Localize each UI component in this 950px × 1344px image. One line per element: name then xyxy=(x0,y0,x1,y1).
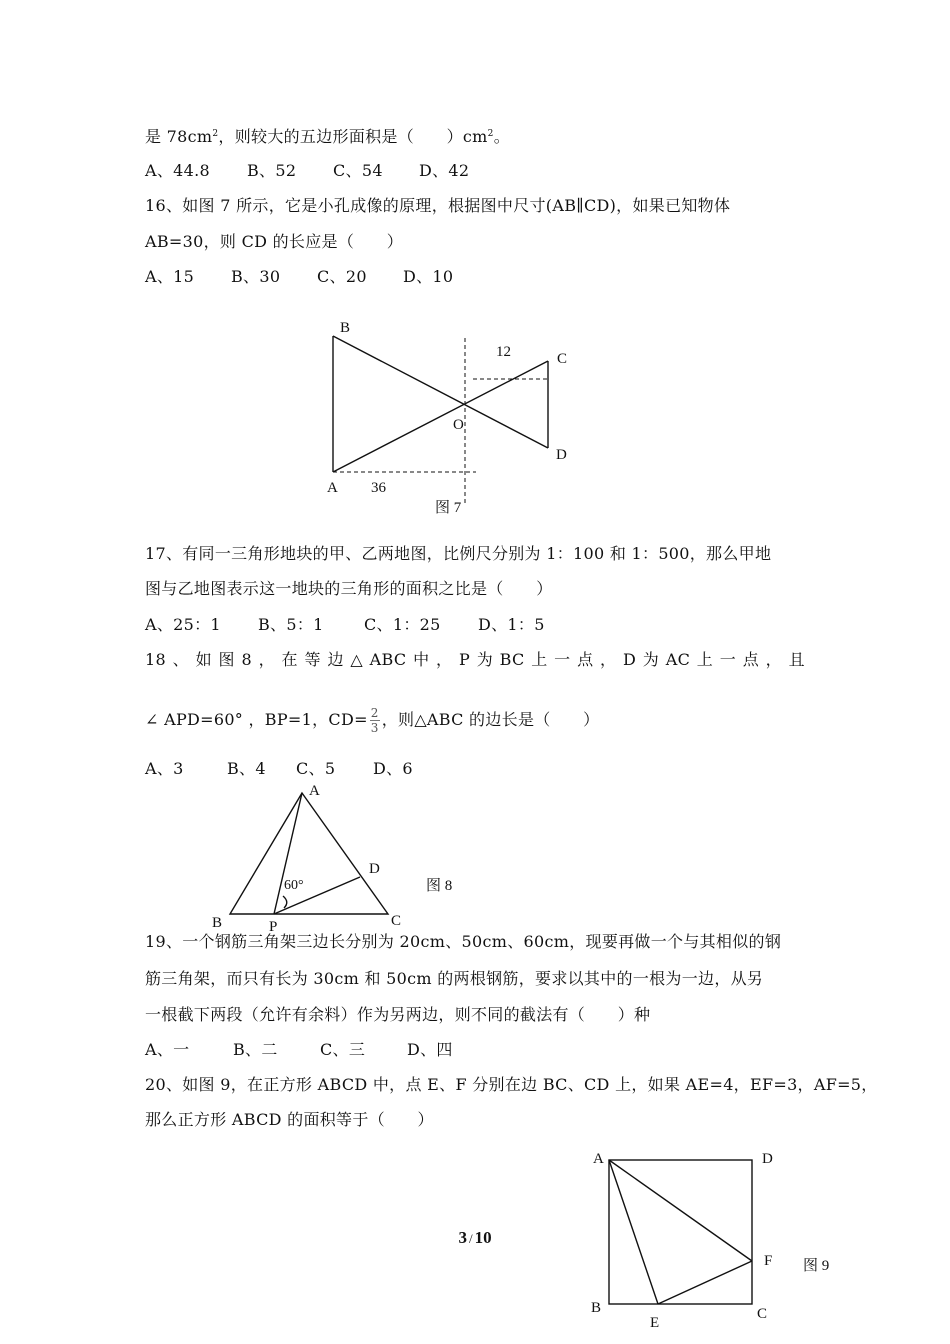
page-number xyxy=(0,1228,950,1248)
fig9-segment-ef xyxy=(658,1261,752,1304)
q18-line1-token: ABC xyxy=(369,650,407,669)
q18-line1-token: 中 xyxy=(413,650,430,669)
q20-line1: 20、如图 9，在正方形 ABCD 中，点 E、F 分别在边 BC、CD 上，如果 AE=4，EF=3，AF=5， xyxy=(145,1075,878,1094)
q18-line1-token: 上 xyxy=(696,650,714,669)
q18-line1-token: ， xyxy=(436,650,453,669)
fig7-label-b: B xyxy=(340,320,351,336)
q19-options xyxy=(145,1039,453,1061)
q17-option-d: D、1：5 xyxy=(478,615,545,634)
q19-line3: 一根截下两段（允许有余料）作为另两边，则不同的截法有（ ）种 xyxy=(145,1005,651,1024)
q18-line1-token: 点 xyxy=(577,650,594,669)
q18-line1-token: ， xyxy=(258,650,275,669)
q18-line1-token: △ xyxy=(350,650,364,669)
q15-option-c: C、54 xyxy=(333,161,383,180)
q15-option-d: D、42 xyxy=(419,161,470,180)
q16-line1: 16、如图 7 所示，它是小孔成像的原理，根据图中尺寸(AB∥CD)，如果已知物体 xyxy=(145,196,731,215)
fig8-triangle-abc xyxy=(230,793,388,914)
q15-text-c: 。 xyxy=(493,127,510,146)
q18-line1-token: 图 xyxy=(218,650,235,669)
q16-option-d: D、10 xyxy=(403,267,454,286)
q19-line2: 筋三角架，而只有长为 30cm 和 50cm 的两根钢筋，要求以其中的一根为一边，从另 xyxy=(145,969,764,988)
fig9-label-d: D xyxy=(762,1151,773,1167)
q18-line2 xyxy=(145,706,599,735)
q15-text-a: 是 78cm xyxy=(145,127,213,146)
q18-line1-token: 且 xyxy=(788,650,805,669)
q15-sup-1: 2 xyxy=(212,129,219,139)
fig8-label-a: A xyxy=(309,783,320,799)
q18-line1-token: 一 xyxy=(719,650,737,669)
q18-frac-den: 3 xyxy=(370,721,379,735)
fig9-label-f: F xyxy=(764,1253,773,1269)
fig7-label-d: D xyxy=(556,447,567,463)
page-total: 10 xyxy=(474,1228,492,1247)
fig9-label-a: A xyxy=(593,1151,604,1167)
q15-line1 xyxy=(145,126,510,148)
q18-line1-token: 点 xyxy=(742,650,759,669)
q15-text-b: ，则较大的五边形面积是（ ）cm xyxy=(218,127,488,146)
q18-line1-token: 在 xyxy=(281,650,298,669)
q19-option-b: B、二 xyxy=(233,1040,278,1059)
q17-line2: 图与乙地图表示这一地块的三角形的面积之比是（ ） xyxy=(145,579,553,598)
fig9-label-e: E xyxy=(650,1315,660,1331)
fig8-angle-60: 60° xyxy=(284,878,304,893)
q18-line1-token: D xyxy=(623,650,637,669)
fig7-dim-12: 12 xyxy=(496,344,511,360)
q18-options xyxy=(145,758,413,780)
q18-option-d: D、6 xyxy=(373,759,413,778)
q18-line1-token: 8 xyxy=(241,650,252,669)
fig8-label-p: P xyxy=(269,919,278,935)
fig7-label-a: A xyxy=(327,480,338,496)
q19-line1: 19、一个钢筋三角架三边长分别为 20cm、50cm、60cm，现要再做一个与其相似的钢 xyxy=(145,932,782,951)
q17-line1: 17、有同一三角形地块的甲、乙两地图，比例尺分别为 1：100 和 1：500，那么甲地 xyxy=(145,544,772,563)
fig9-label-b: B xyxy=(591,1300,602,1316)
q18-line1-token: 、 xyxy=(172,650,189,669)
q18-line1 xyxy=(145,649,805,671)
fig8-label-d: D xyxy=(369,861,380,877)
q18-line1-token: ， xyxy=(765,650,782,669)
q16-line2: AB=30，则 CD 的长应是（ ） xyxy=(145,232,404,251)
q15-option-b: B、52 xyxy=(247,161,297,180)
q19-option-a: A、一 xyxy=(145,1040,190,1059)
q18-line1-token: 为 xyxy=(476,650,493,669)
q19-option-d: D、四 xyxy=(407,1040,453,1059)
q18-option-b: B、4 xyxy=(227,759,266,778)
q18-line1-token: 边 xyxy=(327,650,344,669)
q18-line1-token: 如 xyxy=(195,650,212,669)
q18-fraction xyxy=(370,706,380,735)
page-separator: / xyxy=(468,1231,473,1246)
page-current: 3 xyxy=(458,1228,467,1247)
figure-7 xyxy=(320,315,590,525)
fig7-label-c: C xyxy=(557,351,568,367)
q18-line1-token: 18 xyxy=(145,650,166,669)
fig9-caption: 图 9 xyxy=(803,1258,830,1274)
q17-options xyxy=(145,614,545,636)
q17-option-c: C、1：25 xyxy=(364,615,441,634)
q15-option-a: A、44.8 xyxy=(145,161,210,180)
q18-line1-token: BC xyxy=(499,650,525,669)
q18-line1-token: 等 xyxy=(304,650,321,669)
fig7-segment-bd xyxy=(333,336,548,448)
figure-8 xyxy=(205,780,465,935)
q17-option-b: B、5：1 xyxy=(258,615,324,634)
fig8-label-b: B xyxy=(212,915,223,931)
q18-option-a: A、3 xyxy=(145,759,184,778)
fig7-dim-36: 36 xyxy=(371,480,386,496)
q18-line1-token: P xyxy=(458,650,471,669)
q16-option-a: A、15 xyxy=(145,267,195,286)
q15-sup-2: 2 xyxy=(487,129,494,139)
fig9-label-c: C xyxy=(757,1306,768,1322)
fig8-label-c: C xyxy=(391,913,402,929)
fig8-angle-arc xyxy=(283,896,287,908)
q18-line1-token: AC xyxy=(665,650,691,669)
q16-option-c: C、20 xyxy=(317,267,367,286)
q18-frac-num: 2 xyxy=(370,706,379,720)
q18-option-c: C、5 xyxy=(296,759,336,778)
q19-option-c: C、三 xyxy=(320,1040,366,1059)
q16-option-b: B、30 xyxy=(231,267,281,286)
q16-options xyxy=(145,266,453,288)
q18-text-b: ，则△ABC 的边长是（ ） xyxy=(381,710,600,729)
fig8-caption: 图 8 xyxy=(426,878,453,894)
fig8-segment-ap xyxy=(274,793,302,914)
q17-option-a: A、25：1 xyxy=(145,615,221,634)
q20-line2: 那么正方形 ABCD 的面积等于（ ） xyxy=(145,1110,434,1129)
q18-text-a: ∠ APD=60° ，BP=1，CD= xyxy=(145,710,368,729)
fig7-label-o: O xyxy=(453,417,464,433)
q18-line1-token: 上 xyxy=(531,650,548,669)
q18-line1-token: 为 xyxy=(642,650,660,669)
q18-line1-token: ， xyxy=(600,650,617,669)
fig7-segment-ac xyxy=(333,361,548,472)
fig7-caption: 图 7 xyxy=(435,500,462,516)
q18-line1-token: 一 xyxy=(554,650,571,669)
q15-options xyxy=(145,160,469,182)
